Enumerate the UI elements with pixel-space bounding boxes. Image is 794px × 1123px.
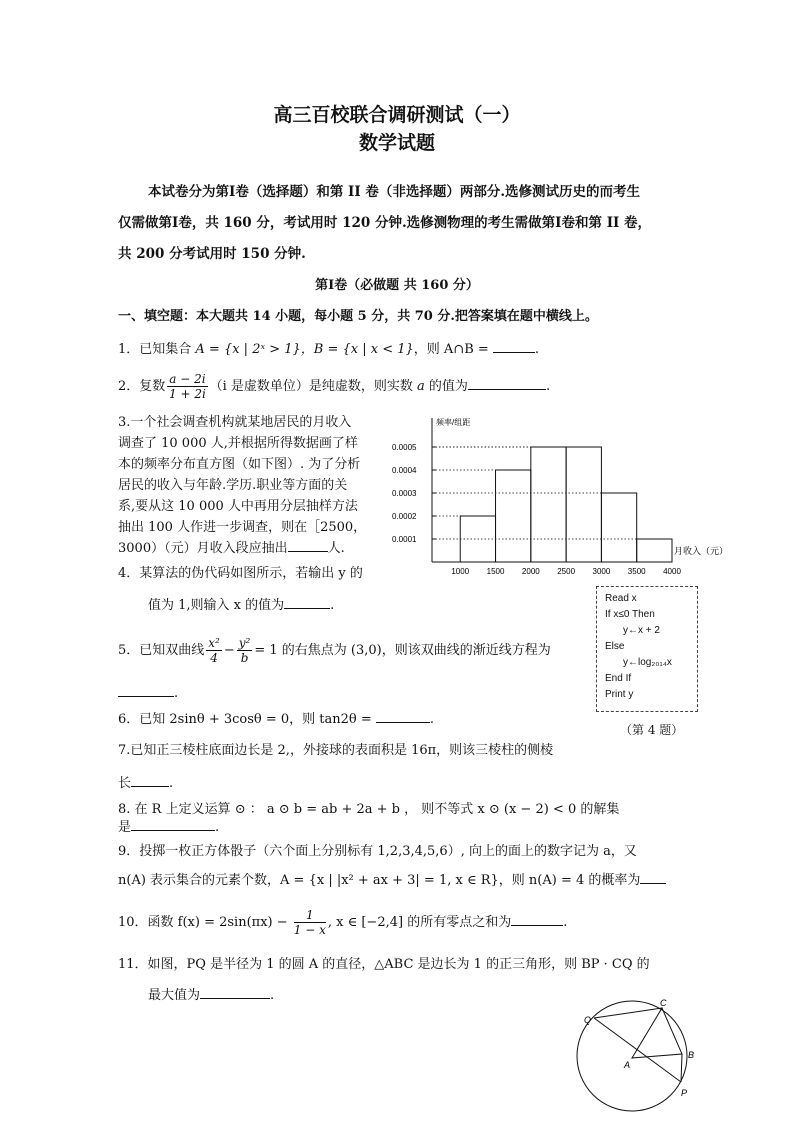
y-axis-label: 频率/组距 <box>436 418 471 427</box>
page-title: 高三百校联合调研测试（一） <box>273 104 521 126</box>
segment-bp <box>681 1054 682 1082</box>
question-4-line-2: 值为 1,则输入 x 的值为 . <box>148 598 335 613</box>
question-11-line-2: 最大值为 . <box>148 988 275 1003</box>
answer-blank <box>493 340 535 353</box>
histogram-bar <box>531 447 566 562</box>
code-line: Else <box>605 641 625 652</box>
y-tick-label: 0.0002 <box>392 512 417 521</box>
x-tick-label: 2000 <box>521 567 540 576</box>
question-1: 1．已知集合 A = {x | 2ˣ > 1}，B = {x | x < 1}，则 A∩B = . <box>118 342 540 357</box>
fraction: $\frac{a - 2i}{1 + 2i}$ <box>169 372 206 401</box>
fraction: $\frac{1}{1 - x}$ <box>293 908 326 937</box>
question-11-line-1: 11．如图，PQ 是半径为 1 的圆 A 的直径，△ABC 是边长为 1 的正三角形，则 BP · CQ 的 <box>118 957 650 972</box>
y-tick-label: 0.0001 <box>392 535 417 544</box>
code-line: End If <box>605 673 632 684</box>
page-subtitle: 数学试题 <box>358 132 435 154</box>
x-tick-label: 3000 <box>592 567 611 576</box>
fraction: $\frac{\text{y²}}{b}$ <box>238 636 251 665</box>
label-a: A <box>624 1060 631 1070</box>
diameter-pq <box>594 1018 681 1082</box>
question-10: 10．函数 f(x) = 2sin(πx) − $\frac{1}{1 - x}$ , x ∈ [−2,4] 的所有零点之和为 . <box>118 908 568 937</box>
answer-blank <box>200 986 270 999</box>
y-tick-label: 0.0003 <box>392 489 417 498</box>
histogram-bar <box>601 493 636 562</box>
label-b: B <box>688 1050 695 1060</box>
histogram-bar <box>566 447 601 562</box>
y-tick-label: 0.0005 <box>392 443 417 452</box>
code-line: y←x + 2 <box>623 625 660 636</box>
question-4-line-1: 4．某算法的伪代码如图所示，若输出 y 的 <box>118 566 363 581</box>
y-tick-label: 0.0004 <box>392 466 417 475</box>
answer-blank <box>118 684 174 697</box>
answer-blank <box>284 596 330 609</box>
section-title: 第Ⅰ卷（必做题 共 160 分） <box>315 278 479 293</box>
question-9-line-2: n(A) 表示集合的元素个数，A = {x | |x² + ax + 3| = 1, x ∈ R}，则 n(A) = 4 的概率为 <box>118 871 666 891</box>
question-8-line-1: 8. 在 R 上定义运算 ⊙ ： a ⊙ b = ab + 2a + b ， 则不等式 x ⊙ (x − 2) < 0 的解集 <box>118 802 620 817</box>
code-line: Read x <box>605 593 637 604</box>
triangle-abc <box>632 1008 682 1058</box>
intro-line-2: 仅需做第Ⅰ卷，共 160 分，考试用时 120 分钟.选修测物理的考生需做第Ⅰ卷和第 II 卷， <box>118 215 652 231</box>
x-tick-label: 1000 <box>451 567 470 576</box>
label-q: Q <box>584 1015 592 1025</box>
answer-blank <box>376 710 430 723</box>
label-c: C <box>660 998 667 1008</box>
histogram-bar <box>496 470 531 562</box>
question-9-line-1: 9．投掷一枚正方体骰子（六个面上分别标有 1,2,3,4,5,6）, 向上的面上的数字记为 a，又 <box>118 844 637 859</box>
histogram-bar <box>637 539 672 562</box>
answer-blank <box>131 774 169 787</box>
x-tick-label: 2500 <box>557 567 576 576</box>
question-8-line-2: 是 . <box>118 820 220 835</box>
histogram-chart <box>388 414 729 576</box>
x-tick-label: 3500 <box>627 567 646 576</box>
question-2: 2．复数 $\frac{a - 2i}{1 + 2i}$ （i 是虚数单位）是纯虚数，则实数 a 的值为 . <box>118 372 551 401</box>
answer-blank <box>288 539 328 552</box>
part-title: 一、填空题：本大题共 14 小题，每小题 5 分，共 70 分.把答案填在题中横线上。 <box>118 309 598 324</box>
question-5-answer: . <box>118 684 178 704</box>
question-6: 6．已知 2sinθ + 3cosθ = 0，则 tan2θ = . <box>118 712 435 727</box>
question-5: 5．已知双曲线 $\frac{\text{x²}}{4}$ − $\frac{\text{y²}}{b}$ = 1 的右焦点为 (3,0)，则该双曲线的渐近线方程为 <box>118 636 551 665</box>
question-3: 3.一个社会调查机构就某地居民的月收入 调查了 10 000 人,并根据所得数据画了样 本的频率分布直方图（如下图）. 为了分析 居民的收入与年龄.学历.职业等方面的关 系,要从这 10 000 人中再用分层抽样方法 抽出 100 人作进一步调查，则在［2500， 3000）（元）月收入段应抽出 人. <box>118 415 367 556</box>
intro-line-1: 本试卷分为第Ⅰ卷（选择题）和第 II 卷（非选择题）两部分.选修测试历史的而考生 <box>148 184 641 200</box>
question-7-line-1: 7.已知正三棱柱底面边长是 2,，外接球的表面积是 16π，则该三棱柱的侧棱 <box>118 743 554 758</box>
answer-blank <box>131 818 215 831</box>
answer-blank <box>640 871 666 884</box>
code-line: y←log₂₀₁₄x <box>623 657 672 668</box>
code-line: If x≤0 Then <box>605 609 655 620</box>
intro-line-3: 共 200 分考试用时 150 分钟. <box>118 246 306 262</box>
code-caption: （第 4 题） <box>620 723 684 737</box>
x-axis-label: 月收入（元） <box>674 546 729 556</box>
circle-a <box>577 1001 687 1111</box>
x-tick-label: 1500 <box>486 567 505 576</box>
pseudo-code-box <box>596 586 698 712</box>
answer-blank <box>511 913 563 926</box>
question-7-line-2: 长 . <box>118 776 174 791</box>
answer-blank <box>468 377 546 390</box>
code-line: Print y <box>605 689 634 700</box>
circle-triangle-figure <box>574 996 704 1120</box>
fraction: $\frac{\text{x²}}{4}$ <box>208 636 220 665</box>
segment-qc <box>594 1008 662 1018</box>
x-tick-label: 4000 <box>663 567 681 576</box>
label-p: P <box>681 1088 688 1098</box>
